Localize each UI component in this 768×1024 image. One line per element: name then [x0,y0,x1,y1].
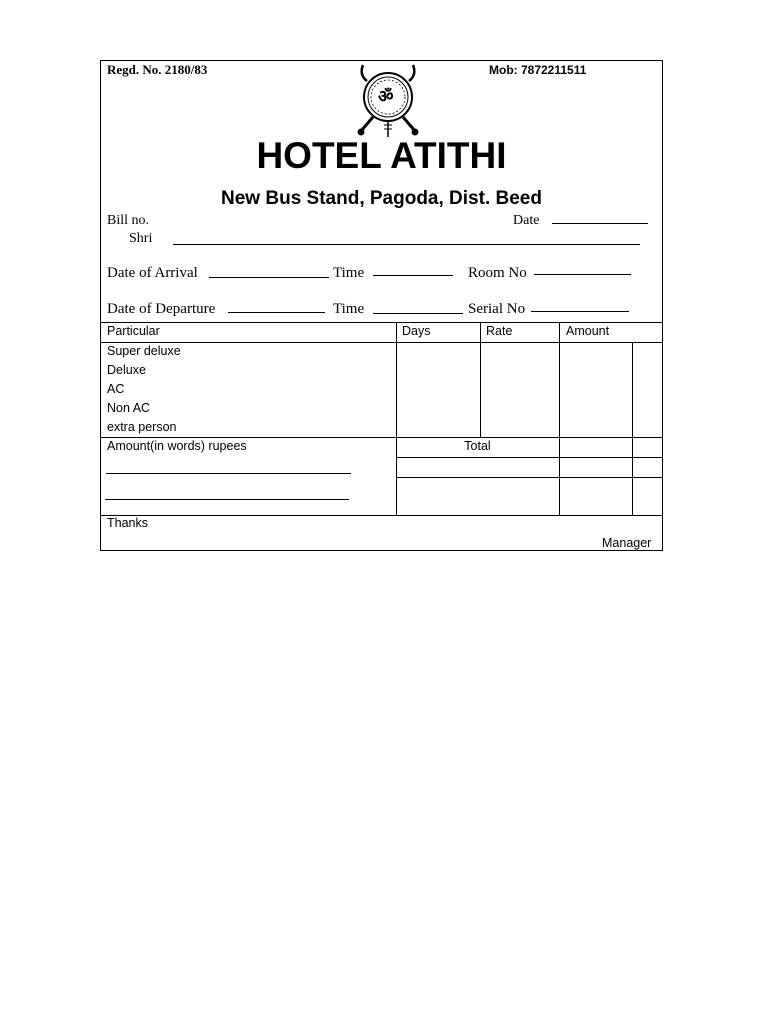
manager-signature-label: Manager [602,536,652,550]
table-bottom-border [101,515,662,516]
arrival-time-label: Time [333,265,365,281]
mobile-number: Mob: 7872211511 [489,63,587,77]
departure-time-line [373,313,463,314]
room-no-line [534,274,631,275]
hotel-bill-form [100,60,663,551]
row-non-ac: Non AC [107,401,151,415]
row-deluxe: Deluxe [107,363,146,377]
departure-time-label: Time [333,301,365,317]
arrival-date-line [209,277,329,278]
amount-words-line-2 [105,499,349,500]
om-symbol: ॐ [378,87,394,106]
table-header-divider [101,342,662,343]
date-of-departure-label: Date of Departure [107,301,216,317]
arrival-time-line [373,275,453,276]
particular-days-divider [396,322,397,515]
days-header: Days [402,324,431,338]
row-super-deluxe: Super deluxe [107,344,181,358]
row-ac: AC [107,382,125,396]
bill-no-label: Bill no. [107,213,150,228]
date-label: Date [513,213,540,228]
days-rate-divider [480,322,481,437]
room-no-label: Room No [468,265,527,281]
amount-words-line-1 [106,473,351,474]
table-rows-divider [101,437,662,438]
hotel-logo-emblem [355,63,425,141]
shri-label: Shri [129,231,153,246]
particular-header: Particular [107,324,160,338]
amount-in-words-label: Amount(in words) rupees [107,439,247,453]
rate-amount-divider [559,322,560,515]
departure-date-line [228,312,325,313]
serial-no-label: Serial No [468,301,526,317]
date-of-arrival-label: Date of Arrival [107,265,198,281]
table-top-border [101,322,662,323]
summary-row-divider [396,477,662,478]
serial-no-line [531,311,629,312]
total-label: Total [464,439,491,453]
row-extra-person: extra person [107,420,177,434]
date-field-line [552,223,648,224]
total-row-divider [396,457,662,458]
hotel-address: New Bus Stand, Pagoda, Dist. Beed [221,188,542,209]
shri-name-line [173,244,640,245]
amount-header: Amount [566,324,610,338]
rate-header: Rate [486,324,513,338]
regd-number: Regd. No. 2180/83 [107,62,208,77]
hotel-name-title: HOTEL ATITHI [256,135,507,176]
thanks-text: Thanks [107,516,148,530]
amount-paise-divider [632,342,633,515]
